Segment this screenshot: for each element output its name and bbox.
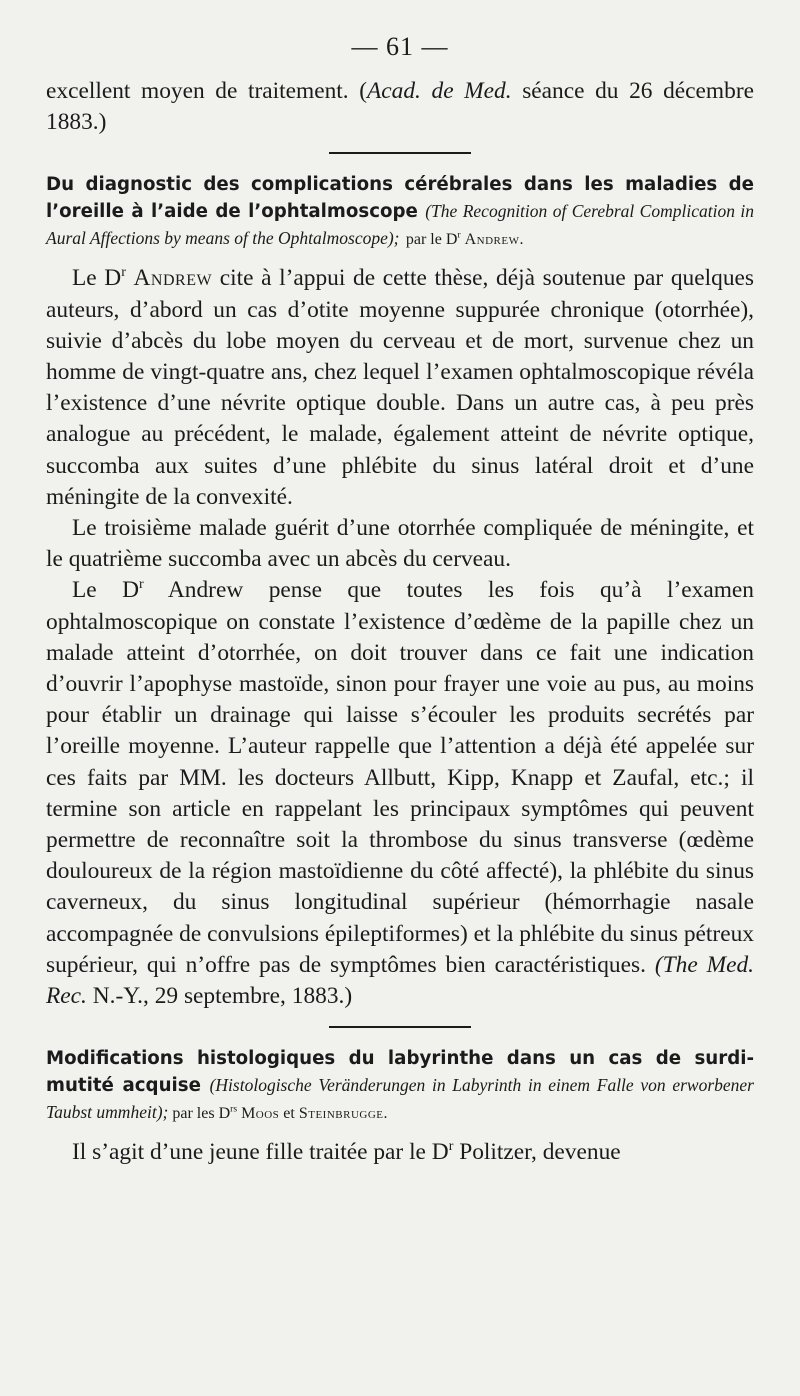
- p1-author: Andrew: [133, 265, 213, 292]
- byline-and: et: [279, 1105, 299, 1123]
- paragraph-4: [46, 1137, 754, 1168]
- article-byline: [406, 231, 524, 248]
- byline-prefix-2: par les D: [168, 1105, 231, 1123]
- article-author-steinbrugge: Steinbrugge.: [298, 1105, 389, 1123]
- p3-sup: r: [139, 576, 144, 593]
- intro-paragraph: [46, 76, 754, 138]
- paragraph-3: [46, 575, 754, 1012]
- p1-text: cite à l’appui de cette thèse, déjà soutenue par quelques auteurs, d’abord un cas d’otite moyenne suppurée chronique (otorrhée), suivie d’abcès du lobe moyen du cerveau et de mort, survenue chez un homme de vingt-quatre ans, chez lequel l’examen ophtalmoscopique révéla l’existence d’une névrite optique double. Dans un autre cas, à peu près analogue au précédent, le malade, également atteint de névrite optique, succomba aux suites d’une phlébite du sinus latéral droit et d’une méningite de la convexité.: [46, 265, 754, 510]
- intro-text: excellent moyen de traitement. (: [46, 78, 367, 104]
- intro-text-end: séance du 26 décembre 1883.): [46, 78, 754, 136]
- page-number: — 61 —: [351, 32, 449, 61]
- byline-prefix: par le D: [405, 231, 458, 249]
- byline-sup: r: [457, 230, 461, 242]
- p3-start: Le D: [72, 577, 140, 604]
- paragraph-1: [46, 263, 754, 513]
- p1-start: Le D: [72, 265, 122, 292]
- p3-reference: (The Med. Rec.: [46, 951, 754, 1010]
- p4-text: Politzer, devenue: [453, 1139, 621, 1166]
- article-title-2: Modifications histologiques du labyrinthe dans un cas de surdi-mutité acquise: [46, 1048, 754, 1097]
- section-divider: [329, 152, 471, 154]
- translation-text: Histologische Veränderungen in Labyrinth in einem Falle von erworbener Taubst ummheit);: [46, 1075, 754, 1123]
- article-title: Du diagnostic des complications cérébrales dans les maladies de l’oreille à l’aide de l’ophtalmoscope: [46, 174, 754, 223]
- byline-sup-2: rs: [230, 1103, 238, 1115]
- article-author: Andrew.: [464, 231, 524, 249]
- p1-sup: r: [121, 264, 126, 281]
- section-divider-2: [329, 1026, 471, 1028]
- paragraph-2: Le troisième malade guérit d’une otorrhée compliquée de méningite, et le quatrième succomba avec un abcès du cerveau.: [46, 515, 754, 573]
- intro-reference: Acad. de Med.: [367, 78, 512, 104]
- article-translation: (The Recognition of Cerebral Complication in Aural Affections by means of the Ophtalmoscope);: [46, 201, 754, 249]
- article-author-moos: Moos: [241, 1105, 280, 1123]
- p4-start: Il s’agit d’une jeune fille traitée par le D: [72, 1139, 449, 1166]
- p4-sup: r: [448, 1138, 454, 1155]
- article-heading: [46, 172, 754, 253]
- article-byline-2: [168, 1105, 388, 1122]
- translation-open-paren: (: [209, 1075, 216, 1096]
- p3-reference-tail: N.-Y., 29 septembre, 1883.): [86, 983, 353, 1010]
- p3-text: Andrew pense que toutes les fois qu’à l’examen ophtalmoscopique on constate l’existence d’œdème de la papille chez un malade atteint d’otorrhée, on doit trouver dans ce fait une indication d’ouvrir l’apophyse mastoïde, sinon pour frayer une voie au pus, au moins pour établir un drainage qui laisse s’écouler les produits secrétés par l’oreille moyenne. L’auteur rappelle que l’attention a déjà été appelée sur ces faits par MM. les docteurs Allbutt, Kipp, Knapp et Zaufal, etc.; il termine son article en rappelant les principaux symptômes qui peuvent permettre de reconnaître soit la thrombose du sinus transverse (œdème douloureux de la région mastoïdienne du côté affecté), la phlébite du sinus caverneux, du sinus longitudinal supérieur (hémorrhagie nasale accompagnée de convulsions épileptiformes) et la phlébite du sinus pétreux supérieur, qui n’offre pas de symptômes bien caractéristiques.: [46, 577, 754, 978]
- article-heading-2: [46, 1046, 754, 1127]
